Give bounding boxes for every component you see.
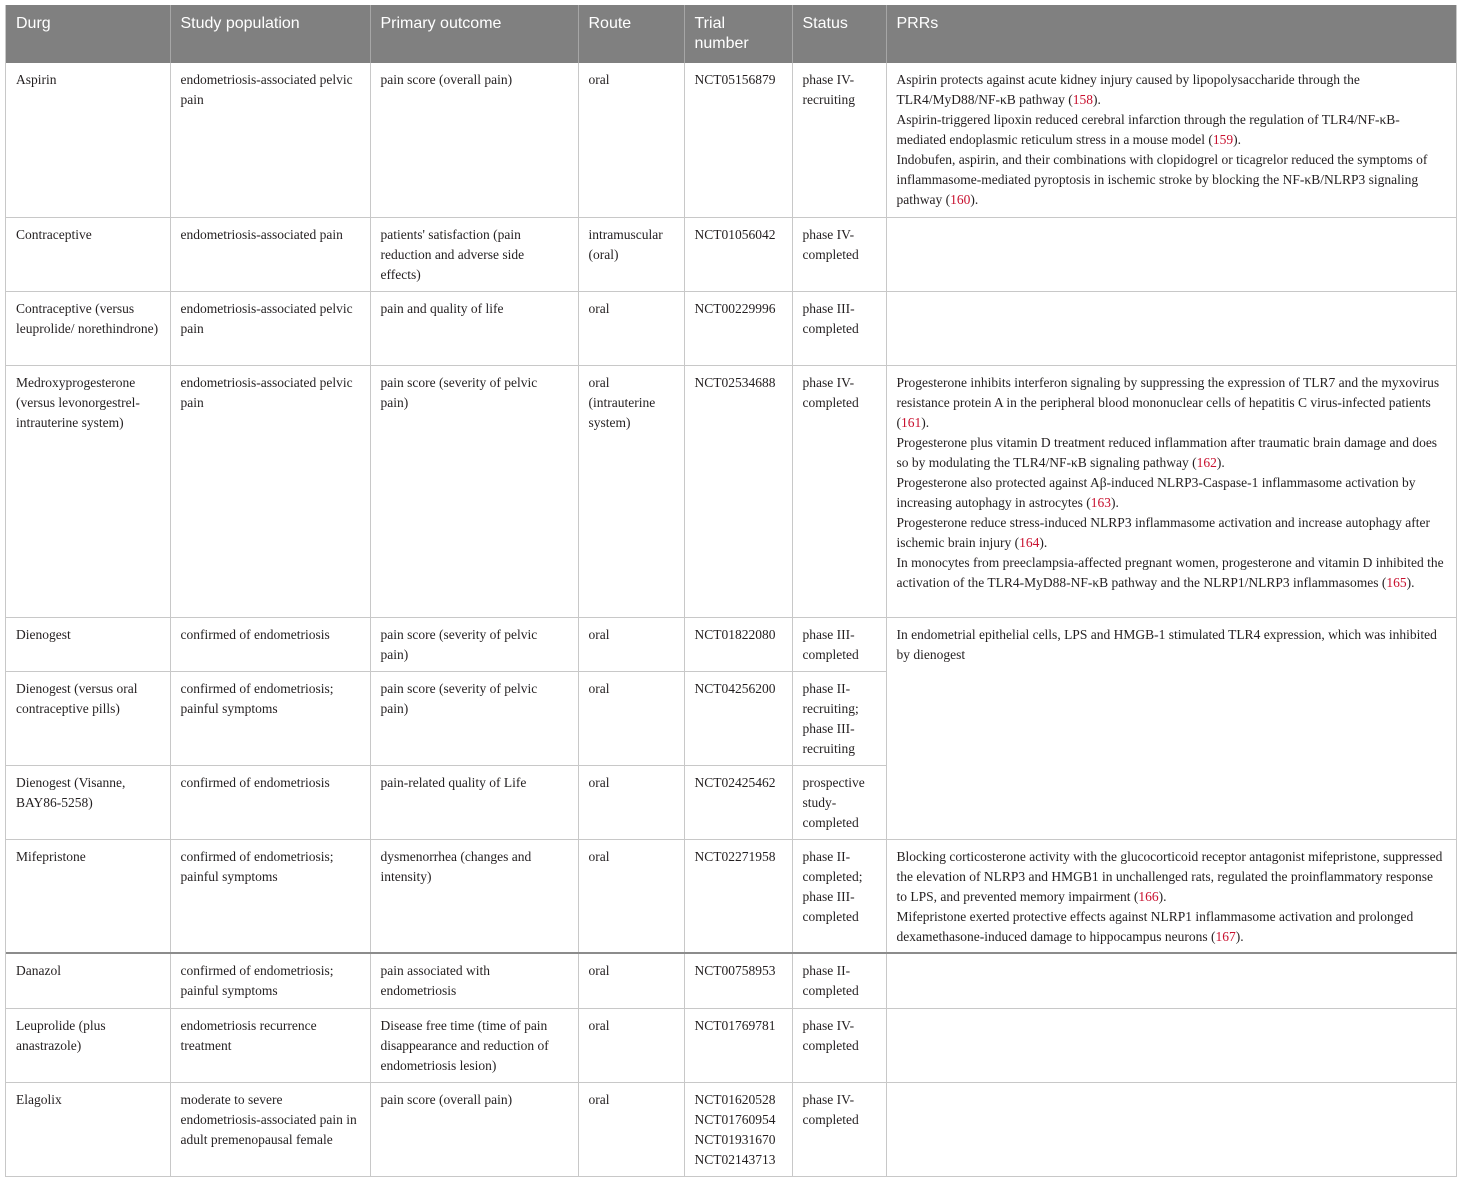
cell-prrs <box>886 63 1456 217</box>
table-row <box>6 617 1456 671</box>
trial-id: NCT01931670 <box>694 1131 776 1147</box>
cell-prrs <box>886 1008 1456 1082</box>
col-header-route: Route <box>578 5 684 63</box>
prr-text: Progesterone inhibits interferon signaling by suppressing the expression of TLR7 and the myxovirus resistance protein A in the peripheral blood mononuclear cells of hepatitis C virus-infected patients ( <box>896 374 1440 430</box>
citation-link[interactable]: 158 <box>1072 92 1094 107</box>
drug-trials-table <box>6 5 1457 1177</box>
prr-statement <box>897 473 1446 513</box>
cell-primary-outcome: pain and quality of life <box>370 291 578 365</box>
citation-link[interactable]: 163 <box>1090 494 1111 510</box>
prr-text-tail: ). <box>1233 132 1242 147</box>
prr-text-tail: ). <box>1093 92 1101 107</box>
prr-statement <box>897 373 1446 433</box>
table-row <box>6 1082 1456 1176</box>
cell-drug: Elagolix <box>6 1082 170 1176</box>
citation-link[interactable]: 160 <box>950 192 971 207</box>
citation-link[interactable]: 159 <box>1212 132 1234 147</box>
table-header-row <box>6 5 1456 63</box>
cell-study-population: confirmed of endometriosis <box>170 617 370 671</box>
cell-study-population: endometriosis-associated pelvic pain <box>170 63 370 217</box>
cell-study-population: confirmed of endometriosis; painful symptoms <box>170 671 370 765</box>
cell-route: oral <box>578 765 684 839</box>
prr-text: Progesterone also protected against Aβ-induced NLRP3-Caspase-1 inflammasome activation by increasing autophagy in astrocytes ( <box>896 474 1416 510</box>
cell-status: phase II-recruiting; phase III-recruiting <box>792 671 886 765</box>
cell-status: phase IV-completed <box>792 1008 886 1082</box>
cell-trial-number <box>684 365 792 617</box>
col-header-prrs: PRRs <box>886 5 1456 63</box>
cell-route: oral <box>578 839 684 953</box>
cell-prrs <box>886 839 1456 953</box>
cell-study-population: confirmed of endometriosis; painful symptoms <box>170 839 370 953</box>
trial-id: NCT01822080 <box>694 626 776 642</box>
table-row <box>6 365 1456 617</box>
table-row <box>6 839 1456 953</box>
trial-id: NCT02271958 <box>694 848 776 864</box>
cell-primary-outcome: dysmenorrhea (changes and intensity) <box>370 839 578 953</box>
cell-status: phase IV-completed <box>792 1082 886 1176</box>
trial-id: NCT00229996 <box>694 300 776 316</box>
cell-trial-number <box>684 617 792 671</box>
cell-status: phase II-completed; phase III-completed <box>792 839 886 953</box>
cell-route: oral <box>578 671 684 765</box>
prr-statement <box>897 907 1446 947</box>
citation-link[interactable]: 165 <box>1386 574 1407 590</box>
col-header-trial-number: Trial number <box>684 5 792 63</box>
cell-trial-number <box>684 839 792 953</box>
prr-text-tail: ). <box>1158 888 1167 904</box>
prr-statement <box>897 847 1446 907</box>
table-row <box>6 1008 1456 1082</box>
cell-status: phase II-completed <box>792 953 886 1008</box>
cell-trial-number <box>684 765 792 839</box>
cell-status: phase IV-completed <box>792 365 886 617</box>
trial-id: NCT02143713 <box>694 1151 776 1167</box>
cell-trial-number <box>684 217 792 291</box>
prr-text-tail: ). <box>1110 494 1119 510</box>
cell-drug: Contraceptive <box>6 217 170 291</box>
prr-statement <box>897 70 1446 110</box>
cell-drug: Mifepristone <box>6 839 170 953</box>
cell-primary-outcome: pain score (overall pain) <box>370 1082 578 1176</box>
table-row <box>6 217 1456 291</box>
cell-prrs <box>886 365 1456 617</box>
prr-text: Aspirin-triggered lipoxin reduced cerebral infarction through the regulation of TLR4/NF-κB-mediated endoplasmic reticulum stress in a mouse model ( <box>896 112 1400 147</box>
cell-trial-number <box>684 671 792 765</box>
trial-id: NCT01620528 <box>694 1091 776 1107</box>
cell-drug: Dienogest (versus oral contraceptive pills) <box>6 671 170 765</box>
cell-status: phase III-completed <box>792 291 886 365</box>
cell-prrs <box>886 617 1456 839</box>
prr-statement <box>897 625 1446 665</box>
col-header-study-population: Study population <box>170 5 370 63</box>
cell-status: prospective study-completed <box>792 765 886 839</box>
cell-status: phase III-completed <box>792 617 886 671</box>
citation-link[interactable]: 166 <box>1138 888 1159 904</box>
cell-study-population: confirmed of endometriosis <box>170 765 370 839</box>
cell-route: oral <box>578 953 684 1008</box>
table-row <box>6 63 1456 217</box>
cell-drug: Aspirin <box>6 63 170 217</box>
cell-drug: Dienogest (Visanne, BAY86-5258) <box>6 765 170 839</box>
cell-trial-number <box>684 1082 792 1176</box>
cell-drug: Contraceptive (versus leuprolide/ norethindrone) <box>6 291 170 365</box>
trial-id: NCT01769781 <box>694 1017 776 1033</box>
cell-study-population: endometriosis recurrence treatment <box>170 1008 370 1082</box>
cell-prrs <box>886 291 1456 365</box>
cell-trial-number <box>684 63 792 217</box>
cell-trial-number <box>684 953 792 1008</box>
prr-text: Mifepristone exerted protective effects against NLRP1 inflammasome activation and prolonged dexamethasone-induced damage to hippocampus neurons ( <box>896 908 1414 944</box>
cell-primary-outcome: Disease free time (time of pain disappearance and reduction of endometriosis lesion) <box>370 1008 578 1082</box>
trial-id: NCT02534688 <box>694 374 776 390</box>
cell-primary-outcome: pain score (overall pain) <box>370 63 578 217</box>
prr-statement <box>897 110 1446 150</box>
trial-id: NCT01760954 <box>694 1111 776 1127</box>
cell-study-population: endometriosis-associated pelvic pain <box>170 365 370 617</box>
cell-primary-outcome: pain associated with endometriosis <box>370 953 578 1008</box>
cell-primary-outcome: patients' satisfaction (pain reduction and adverse side effects) <box>370 217 578 291</box>
cell-route: oral <box>578 63 684 217</box>
cell-status: phase IV-recruiting <box>792 63 886 217</box>
cell-primary-outcome: pain score (severity of pelvic pain) <box>370 365 578 617</box>
cell-route: oral <box>578 1082 684 1176</box>
cell-study-population: endometriosis-associated pelvic pain <box>170 291 370 365</box>
table-row <box>6 291 1456 365</box>
cell-study-population: confirmed of endometriosis; painful symptoms <box>170 953 370 1008</box>
prr-text: Aspirin protects against acute kidney injury caused by lipopolysaccharide through the TLR4/MyD88/NF-κB pathway ( <box>896 72 1360 107</box>
table-body <box>6 63 1456 1176</box>
prr-statement <box>897 553 1446 593</box>
cell-trial-number <box>684 291 792 365</box>
trial-id: NCT00758953 <box>694 963 776 978</box>
cell-primary-outcome: pain score (severity of pelvic pain) <box>370 671 578 765</box>
prr-text-tail: ). <box>1039 534 1048 550</box>
prr-text: In monocytes from preeclampsia-affected pregnant women, progesterone and vitamin D inhibited the activation of the TLR4-MyD88-NF-κB pathway and the NLRP1/NLRP3 inflammasomes ( <box>896 554 1444 590</box>
citation-link[interactable]: 164 <box>1019 534 1040 550</box>
prr-statement <box>897 513 1446 553</box>
prr-text-tail: ). <box>1406 574 1415 590</box>
cell-study-population: endometriosis-associated pain <box>170 217 370 291</box>
cell-trial-number <box>684 1008 792 1082</box>
cell-drug: Dienogest <box>6 617 170 671</box>
trial-id: NCT04256200 <box>694 680 776 696</box>
prr-text: Progesterone plus vitamin D treatment reduced inflammation after traumatic brain damage and does so by modulating the TLR4/NF-κB signaling pathway ( <box>896 434 1438 470</box>
cell-route: oral <box>578 291 684 365</box>
cell-study-population: moderate to severe endometriosis-associated pain in adult premenopausal female <box>170 1082 370 1176</box>
cell-route: intramuscular (oral) <box>578 217 684 291</box>
cell-route: oral <box>578 617 684 671</box>
cell-prrs <box>886 953 1456 1008</box>
col-header-status: Status <box>792 5 886 63</box>
prr-statement <box>897 150 1446 210</box>
cell-drug: Medroxyprogesterone (versus levonorgestrel-intrauterine system) <box>6 365 170 617</box>
cell-prrs <box>886 1082 1456 1176</box>
cell-drug: Leuprolide (plus anastrazole) <box>6 1008 170 1082</box>
cell-primary-outcome: pain-related quality of Life <box>370 765 578 839</box>
prr-statement <box>897 433 1446 473</box>
prr-text: Blocking corticosterone activity with the glucocorticoid receptor antagonist mifepristone, suppressed the elevation of NLRP3 and HMGB1 in unchallenged rats, regulated the proinflammatory response to LPS, and prevented memory impairment ( <box>896 848 1443 904</box>
trial-id: NCT01056042 <box>694 226 776 242</box>
citation-link[interactable]: 162 <box>1196 454 1217 470</box>
citation-link[interactable]: 167 <box>1215 928 1236 944</box>
cell-route: oral <box>578 1008 684 1082</box>
col-header-drug: Durg <box>6 5 170 63</box>
trial-id: NCT02425462 <box>694 774 776 790</box>
trial-id: NCT05156879 <box>694 72 776 87</box>
cell-prrs <box>886 217 1456 291</box>
citation-link[interactable]: 161 <box>901 414 922 430</box>
prr-text: Progesterone reduce stress-induced NLRP3 inflammasome activation and increase autophagy after ischemic brain injury ( <box>896 514 1430 550</box>
prr-text: Indobufen, aspirin, and their combinations with clopidogrel or ticagrelor reduced the symptoms of inflammasome-mediated pyroptosis in ischemic stroke by blocking the NF-κB/NLRP3 signaling pathway ( <box>896 152 1428 207</box>
cell-drug: Danazol <box>6 953 170 1008</box>
prr-text-tail: ). <box>921 414 930 430</box>
drug-trials-table-container <box>5 5 1456 1177</box>
prr-text-tail: ). <box>970 192 979 207</box>
cell-route: oral (intrauterine system) <box>578 365 684 617</box>
col-header-primary-outcome: Primary outcome <box>370 5 578 63</box>
prr-text: In endometrial epithelial cells, LPS and HMGB-1 stimulated TLR4 expression, which was inhibited by dienogest <box>896 626 1437 662</box>
cell-status: phase IV-completed <box>792 217 886 291</box>
table-row <box>6 953 1456 1008</box>
cell-primary-outcome: pain score (severity of pelvic pain) <box>370 617 578 671</box>
prr-text-tail: ). <box>1235 928 1244 944</box>
prr-text-tail: ). <box>1216 454 1225 470</box>
